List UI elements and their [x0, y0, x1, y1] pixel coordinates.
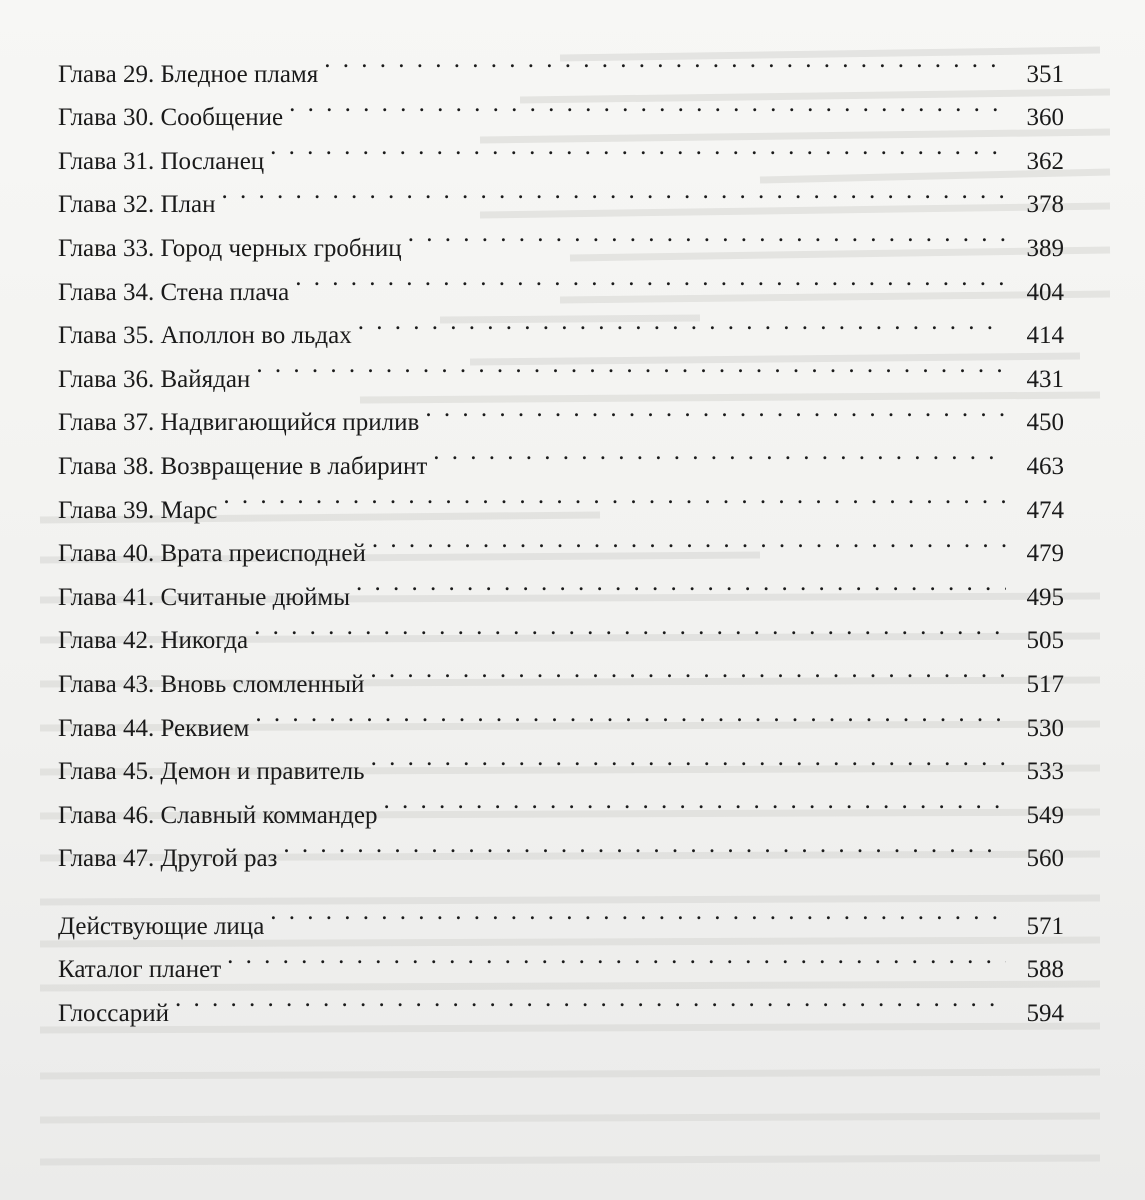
- toc-row-characters: [58, 890, 1064, 940]
- toc-page-number: 549: [1026, 801, 1064, 829]
- toc-page-number: 463: [1026, 452, 1064, 480]
- toc-title: Глава 42. Никогда: [58, 627, 249, 655]
- leader-dots: [270, 890, 1006, 934]
- toc-title: Глава 30. Сообщение: [58, 104, 284, 132]
- leader-dots: [358, 300, 1006, 344]
- leader-dots: [295, 256, 1006, 300]
- leader-dots: [270, 125, 1006, 169]
- toc-page-number: 533: [1026, 758, 1064, 786]
- leader-dots: [289, 82, 1006, 126]
- toc-title: Глоссарий: [58, 1000, 170, 1028]
- leader-dots: [254, 605, 1006, 649]
- toc-page-number: 560: [1026, 845, 1064, 873]
- toc-title: Глава 31. Посланец: [58, 147, 265, 175]
- toc-title: Глава 29. Бледное пламя: [58, 60, 319, 88]
- leader-dots: [221, 169, 1006, 213]
- leader-dots: [227, 934, 1006, 978]
- toc-page-number: 404: [1026, 278, 1064, 306]
- leader-dots: [223, 474, 1006, 518]
- leader-dots: [433, 430, 1006, 474]
- leader-dots: [371, 736, 1006, 780]
- leader-dots: [283, 823, 1006, 867]
- toc-title: Действующие лица: [58, 912, 265, 940]
- toc-page-number: 474: [1026, 496, 1064, 524]
- toc-page-number: 351: [1026, 60, 1064, 88]
- leader-dots: [370, 648, 1006, 692]
- leader-dots: [356, 561, 1006, 605]
- leader-dots: [324, 38, 1006, 82]
- toc-title: Глава 33. Город черных гробниц: [58, 234, 402, 262]
- toc-row-chapter-29: [58, 38, 1064, 88]
- toc-page-number: 450: [1026, 409, 1064, 437]
- toc-title: Глава 38. Возвращение в лабиринт: [58, 452, 428, 480]
- toc-page-number: 389: [1026, 234, 1064, 262]
- toc-title: Глава 40. Врата преисподней: [58, 540, 366, 568]
- toc-page-number: 571: [1026, 912, 1064, 940]
- toc-title: Глава 32. План: [58, 191, 216, 219]
- toc-title: Глава 36. Вайядан: [58, 365, 251, 393]
- toc-title: Глава 35. Аполлон во льдах: [58, 322, 352, 350]
- toc-row-glossary: [58, 977, 1064, 1028]
- toc-page-number: 588: [1026, 956, 1064, 984]
- leader-dots: [372, 518, 1006, 562]
- leader-dots: [425, 387, 1006, 431]
- toc-page-number: 360: [1026, 104, 1064, 132]
- toc-page-number: 479: [1026, 540, 1064, 568]
- leader-dots: [408, 212, 1006, 256]
- toc-page-number: 431: [1026, 365, 1064, 393]
- leader-dots: [175, 977, 1006, 1021]
- toc-title: Каталог планет: [58, 956, 222, 984]
- toc-title: Глава 44. Реквием: [58, 714, 250, 742]
- toc-page-number: 517: [1026, 670, 1064, 698]
- toc-title: Глава 43. Вновь сломленный: [58, 670, 365, 698]
- toc-page-number: 362: [1026, 147, 1064, 175]
- leader-dots: [256, 343, 1006, 387]
- toc-title: Глава 39. Марс: [58, 496, 218, 524]
- toc-page-number: 594: [1026, 1000, 1064, 1028]
- toc-title: Глава 41. Считаные дюймы: [58, 583, 351, 611]
- leader-dots: [383, 779, 1006, 823]
- toc-page-number: 505: [1026, 627, 1064, 655]
- toc-page-number: 414: [1026, 322, 1064, 350]
- leader-dots: [255, 692, 1006, 736]
- toc-title: Глава 37. Надвигающийся прилив: [58, 409, 420, 437]
- toc-page-number: 530: [1026, 714, 1064, 742]
- toc-title: Глава 46. Славный коммандер: [58, 801, 378, 829]
- toc-title: Глава 34. Стена плача: [58, 278, 290, 306]
- toc-title: Глава 47. Другой раз: [58, 845, 278, 873]
- table-of-contents: [58, 38, 1064, 1028]
- toc-title: Глава 45. Демон и правитель: [58, 758, 365, 786]
- toc-page-number: 378: [1026, 191, 1064, 219]
- toc-page-number: 495: [1026, 583, 1064, 611]
